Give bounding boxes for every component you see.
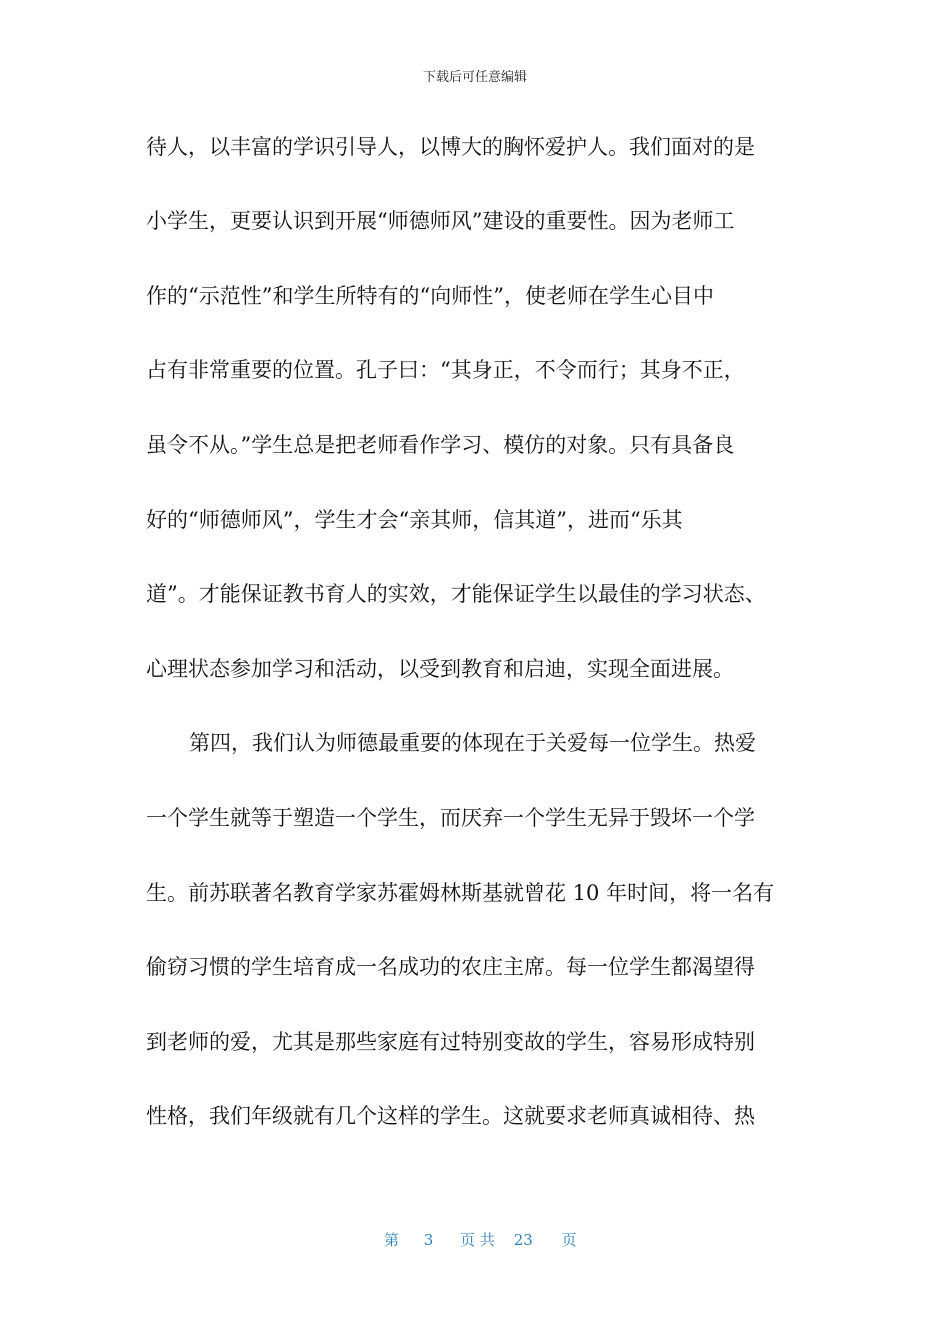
body-line: 待人，以丰富的学识引导人，以博大的胸怀爱护人。我们面对的是	[146, 135, 755, 159]
footer-suffix: 页	[561, 1231, 577, 1249]
footer-middle: 页 共	[460, 1231, 495, 1249]
body-line: 好的“师德师风”，学生才会“亲其师，信其道”，进而“乐其	[146, 508, 683, 532]
body-line: 性格，我们年级就有几个这样的学生。这就要求老师真诚相待、热	[146, 1104, 755, 1128]
footer-current-page: 3	[423, 1231, 434, 1249]
body-line: 一个学生就等于塑造一个学生，而厌弃一个学生无异于毁坏一个学	[146, 806, 755, 830]
body-line: 虽令不从。”学生总是把老师看作学习、模仿的对象。只有具备良	[146, 433, 735, 457]
body-line: 小学生，更要认识到开展“师德师风”建设的重要性。因为老师工	[146, 209, 735, 233]
body-line: 道”。才能保证教书育人的实效，才能保证学生以最佳的学习状态、	[146, 582, 766, 606]
paragraph-first-line: 第四，我们认为师德最重要的体现在于关爱每一位学生。热爱	[189, 731, 756, 755]
footer-total-pages: 23	[513, 1231, 533, 1249]
body-line: 占有非常重要的位置。孔子曰：“其身正，不令而行；其身不正，	[146, 358, 745, 382]
body-line: 生。前苏联著名教育学家苏霍姆林斯基就曾花 10 年时间，将一名有	[146, 881, 775, 905]
body-line: 心理状态参加学习和活动，以受到教育和启迪，实现全面进展。	[146, 657, 734, 681]
page-footer	[384, 1229, 577, 1250]
body-line: 到老师的爱，尤其是那些家庭有过特别变故的学生，容易形成特别	[146, 1030, 755, 1054]
header-note: 下载后可任意编辑	[422, 70, 527, 85]
footer-prefix: 第	[384, 1231, 400, 1249]
body-line: 作的“示范性”和学生所特有的“向师性”，使老师在学生心目中	[146, 284, 714, 308]
body-line: 偷窃习惯的学生培育成一名成功的农庄主席。每一位学生都渴望得	[146, 955, 755, 979]
